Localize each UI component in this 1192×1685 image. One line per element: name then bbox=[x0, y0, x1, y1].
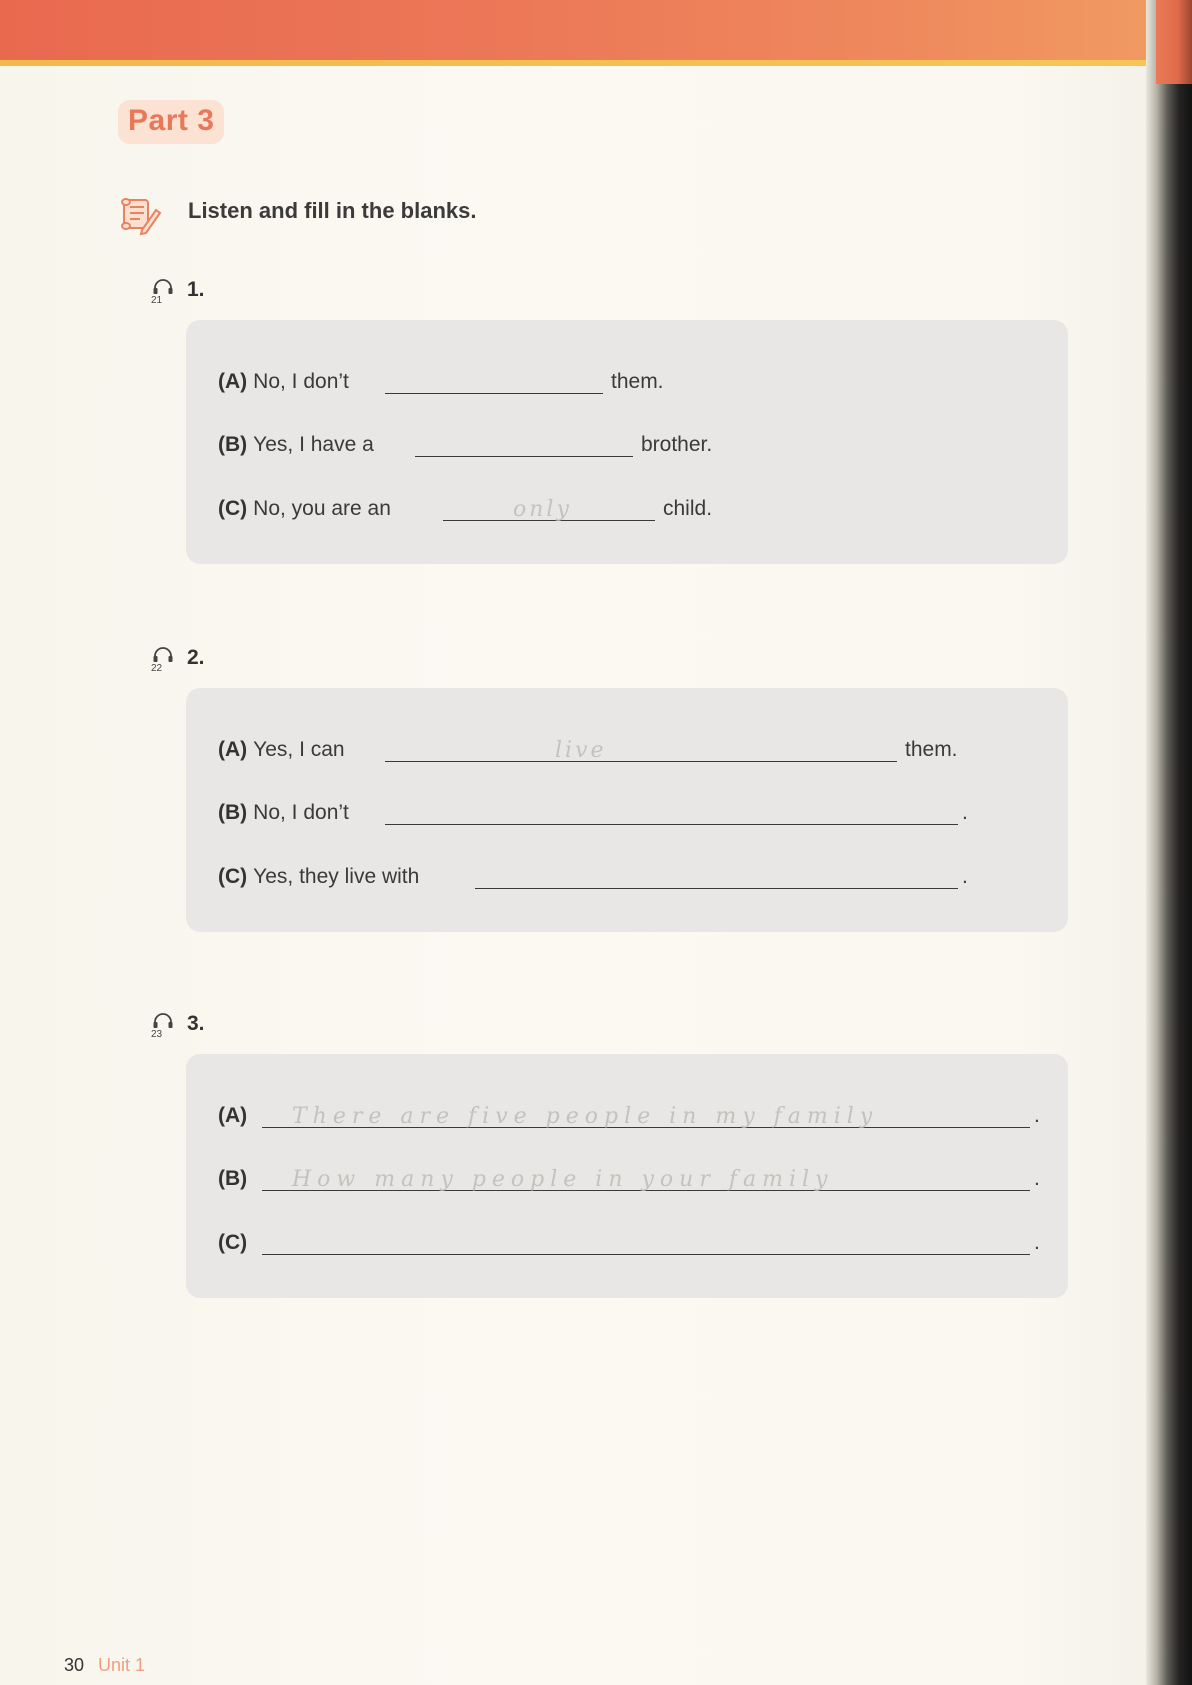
sentence-start: No, I don’t bbox=[253, 801, 349, 824]
book-spine bbox=[1146, 0, 1192, 1685]
sentence-end: them. bbox=[611, 370, 664, 393]
answer-row bbox=[218, 732, 958, 762]
option-letter: (C) bbox=[218, 1231, 248, 1254]
option-letter: (A) bbox=[218, 738, 248, 761]
option-letter: (B) bbox=[218, 1167, 248, 1190]
sentence-end: child. bbox=[663, 497, 713, 520]
instruction-text: Listen and fill in the blanks. bbox=[188, 198, 477, 223]
question-3-box bbox=[186, 1054, 1068, 1298]
sentence-end: brother. bbox=[641, 433, 713, 456]
sentence-start: Yes, I can bbox=[253, 738, 345, 761]
headphones-icon bbox=[150, 276, 180, 308]
sentence-end: . bbox=[1034, 1167, 1040, 1190]
handwritten-answer: There are five people in my family bbox=[292, 1104, 879, 1129]
track-number: 22 bbox=[151, 663, 163, 674]
blank-line bbox=[475, 864, 958, 889]
track-number: 21 bbox=[151, 295, 163, 306]
top-banner-stripe bbox=[0, 60, 1150, 66]
answer-row bbox=[218, 795, 968, 825]
answer-row bbox=[218, 491, 712, 521]
track-number: 23 bbox=[151, 1029, 163, 1040]
question-2-box bbox=[186, 688, 1068, 932]
blank-line bbox=[443, 496, 655, 521]
scroll-pencil-icon bbox=[118, 192, 162, 236]
sentence-start: Yes, they live with bbox=[253, 865, 420, 888]
option-letter: (A) bbox=[218, 370, 248, 393]
question-number: 2. bbox=[187, 646, 205, 669]
sentence-start: No, I don’t bbox=[253, 370, 349, 393]
sentence-start: No, you are an bbox=[253, 497, 391, 520]
option-letter: (A) bbox=[218, 1104, 248, 1127]
option-letter: (B) bbox=[218, 801, 248, 824]
headphones-icon bbox=[150, 1010, 180, 1042]
page-number: 30 bbox=[64, 1655, 85, 1675]
top-banner bbox=[0, 0, 1150, 60]
option-letter: (C) bbox=[218, 497, 248, 520]
answer-row bbox=[218, 1098, 1040, 1128]
question-number: 3. bbox=[187, 1012, 205, 1035]
blank-line bbox=[262, 1166, 1030, 1191]
handwritten-answer: only bbox=[513, 497, 572, 522]
question-1-box bbox=[186, 320, 1068, 564]
sentence-end: them. bbox=[905, 738, 958, 761]
question-number: 1. bbox=[187, 278, 205, 301]
blank-line bbox=[415, 432, 633, 457]
blank-line bbox=[262, 1230, 1030, 1255]
blank-line bbox=[262, 1103, 1030, 1128]
option-letter: (B) bbox=[218, 433, 248, 456]
handwritten-answer: live bbox=[555, 738, 607, 763]
blank-line bbox=[385, 369, 603, 394]
answer-row bbox=[218, 1161, 1040, 1191]
sentence-start: Yes, I have a bbox=[253, 433, 374, 456]
blank-line bbox=[385, 737, 897, 762]
part-title: Part 3 bbox=[118, 100, 224, 144]
blank-line bbox=[385, 800, 958, 825]
answer-row bbox=[218, 427, 712, 457]
answer-row bbox=[218, 859, 968, 889]
sentence-end: . bbox=[1034, 1231, 1040, 1254]
answer-row bbox=[218, 364, 664, 394]
sentence-end: . bbox=[1034, 1104, 1040, 1127]
unit-label: Unit 1 bbox=[98, 1655, 146, 1675]
book-spine-top bbox=[1156, 0, 1192, 84]
option-letter: (C) bbox=[218, 865, 248, 888]
sentence-end: . bbox=[962, 801, 968, 824]
sentence-end: . bbox=[962, 865, 968, 888]
answer-row bbox=[218, 1225, 1040, 1255]
handwritten-answer: How many people in your family bbox=[292, 1167, 834, 1192]
headphones-icon bbox=[150, 644, 180, 676]
